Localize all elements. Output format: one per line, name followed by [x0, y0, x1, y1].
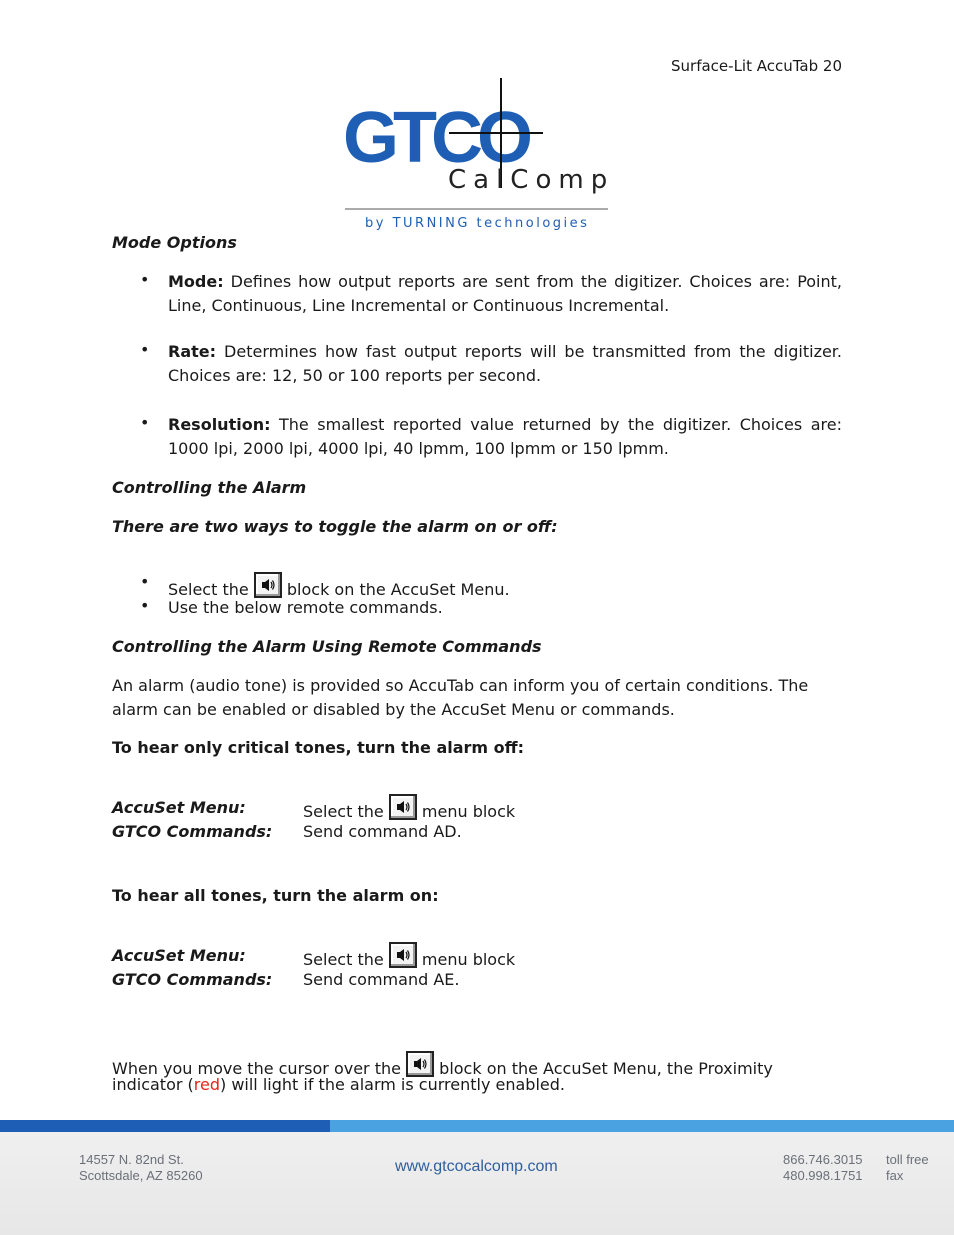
footer-phone-labels: toll free fax [886, 1152, 929, 1183]
remote-commands-paragraph: An alarm (audio tone) is provided so AccuTab can inform you of certain conditions. The alarm can be enabled or disabled by the AccuSet Menu or commands. [112, 676, 809, 719]
accuset-menu-label: AccuSet Menu: [112, 946, 246, 965]
logo-graphic [343, 78, 613, 230]
footer-phones: 866.746.3015 480.998.1751 [783, 1152, 863, 1183]
remote-commands-heading: Controlling the Alarm Using Remote Commands [112, 637, 542, 656]
footer-website-link[interactable]: www.gtcocalcomp.com [395, 1158, 558, 1175]
logo-sub-text: CalComp [448, 165, 613, 195]
gtco-commands-label: GTCO Commands: [112, 822, 273, 841]
alarm-off-heading: To hear only critical tones, turn the alarm off: [112, 738, 525, 757]
footer-address: 14557 N. 82nd St. Scottsdale, AZ 85260 [79, 1152, 203, 1183]
bullet-dot: • [140, 340, 150, 359]
document-title: Surface-Lit AccuTab 20 [671, 57, 842, 75]
speaker-button-icon [254, 572, 282, 598]
page-footer [0, 1120, 954, 1235]
item-label: Mode: [168, 272, 224, 291]
logo-tagline: by TURNING technologies [365, 216, 590, 230]
item-label: Rate: [168, 342, 217, 361]
accuset-menu-label: AccuSet Menu: [112, 798, 246, 817]
item-text: Defines how output reports are sent from the digitizer. Choices are: Point, Line, Continuous, Line Incremental or Continuous Incremental. [168, 272, 843, 315]
bullet-dot: • [140, 413, 150, 432]
alarm-on-heading: To hear all tones, turn the alarm on: [112, 886, 439, 905]
item-label: Resolution: [168, 415, 271, 434]
item-text: Determines how fast output reports will be transmitted from the digitizer. Choices are: 12, 50 or 100 reports per second. [168, 342, 843, 385]
footer-accent-bar [330, 1120, 954, 1132]
bullet-dot: • [140, 596, 150, 615]
speaker-button-icon [389, 794, 417, 820]
gtco-command-value: Send command AD. [303, 822, 462, 841]
mode-options-heading: Mode Options [112, 233, 237, 252]
accuset-menu-instruction: Select the menu block [303, 942, 515, 969]
proximity-paragraph-line2: indicator (red) will light if the alarm is currently enabled. [112, 1075, 565, 1094]
speaker-button-icon [406, 1051, 434, 1077]
speaker-button-icon [389, 942, 417, 968]
logo-main-text: GTCO [343, 98, 527, 178]
proximity-paragraph-line1: When you move the cursor over the block on the AccuSet Menu, the Proximity [112, 1051, 773, 1078]
red-indicator-word: red [193, 1075, 220, 1094]
bullet-dot: • [140, 270, 150, 289]
footer-accent-bar [0, 1120, 330, 1132]
item-text: The smallest reported value returned by the digitizer. Choices are: 1000 lpi, 2000 lpi, 4000 lpi, 40 lpmm, 100 lpmm or 150 lpmm. [168, 415, 842, 458]
alarm-heading: Controlling the Alarm [112, 478, 307, 497]
alarm-subheading: There are two ways to toggle the alarm on or off: [112, 517, 558, 536]
gtco-command-value: Send command AE. [303, 970, 460, 989]
gtco-calcomp-logo [343, 78, 613, 230]
accuset-menu-instruction: Select the menu block [303, 794, 515, 821]
gtco-commands-label: GTCO Commands: [112, 970, 273, 989]
bullet-dot: • [140, 572, 150, 591]
